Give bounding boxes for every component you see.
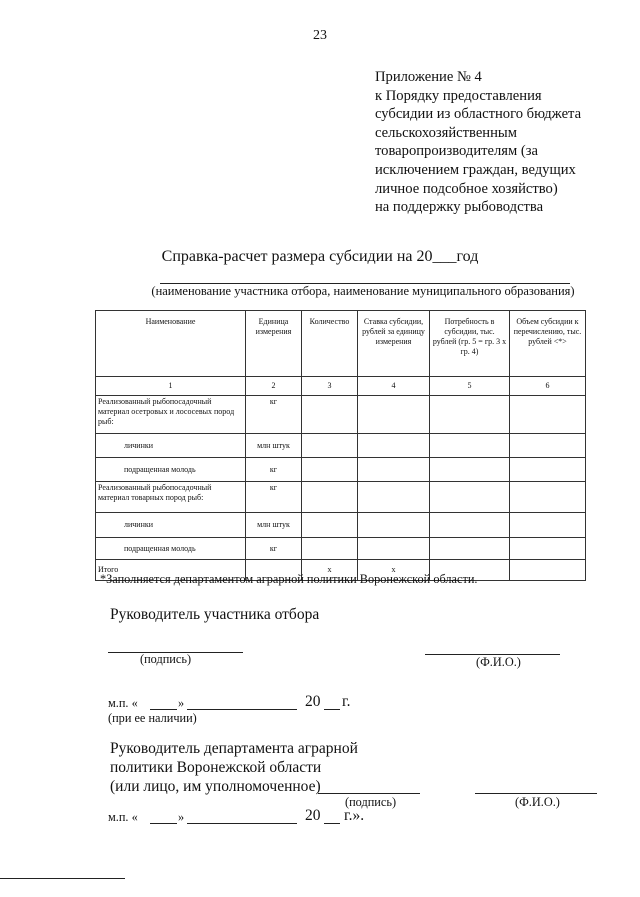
appendix-line: на поддержку рыбоводства xyxy=(375,199,544,216)
year-suffix: г. xyxy=(342,693,351,710)
row-qty xyxy=(302,482,358,513)
row-rate xyxy=(358,513,430,538)
row-volume xyxy=(510,434,586,458)
fio-caption: (Ф.И.О.) xyxy=(515,795,560,809)
appendix-line: исключением граждан, ведущих xyxy=(375,161,576,178)
year-blank xyxy=(324,823,340,824)
row-rate xyxy=(358,396,430,434)
signature-caption: (подпись) xyxy=(345,795,397,809)
row-volume xyxy=(510,513,586,538)
section2-heading-line: (или лицо, им уполномоченное) xyxy=(110,778,321,795)
row-unit: млн штук xyxy=(246,434,302,458)
section2-heading-line: Руководитель департамента аграрной xyxy=(110,740,358,757)
document-title: Справка-расчет размера субсидии на 20___год xyxy=(161,248,479,265)
row-name: подращенная молодь xyxy=(96,538,246,560)
mp-prefix: м.п. « xyxy=(108,696,138,710)
row-qty xyxy=(302,434,358,458)
column-number: 2 xyxy=(246,377,302,396)
row-rate xyxy=(358,458,430,482)
appendix-line: сельскохозяйственным xyxy=(375,124,517,141)
row-rate xyxy=(358,434,430,458)
row-name: Реализованный рыбопосадочный материал товарных пород рыб: xyxy=(96,482,246,513)
row-need xyxy=(430,396,510,434)
table-row xyxy=(96,513,586,538)
row-volume xyxy=(510,458,586,482)
row-unit: кг xyxy=(246,538,302,560)
appendix-line: товаропроизводителям (за xyxy=(375,143,538,160)
row-volume xyxy=(510,482,586,513)
row-name: личинки xyxy=(96,434,246,458)
row-rate xyxy=(358,538,430,560)
signature-line xyxy=(318,793,420,794)
mp-mid: » xyxy=(178,810,185,824)
section1-heading: Руководитель участника отбора xyxy=(110,606,320,623)
row-need xyxy=(430,458,510,482)
row-need xyxy=(430,434,510,458)
column-number: 5 xyxy=(430,377,510,396)
fio-line xyxy=(475,793,597,794)
name-caption: (наименование участника отбора, наименование муниципального образования) xyxy=(151,284,575,298)
table-row xyxy=(96,396,586,434)
column-number: 6 xyxy=(510,377,586,396)
table-row xyxy=(96,458,586,482)
appendix-line: Приложение № 4 xyxy=(375,69,482,85)
row-name: подращенная молодь xyxy=(96,458,246,482)
column-number: 3 xyxy=(302,377,358,396)
table-row xyxy=(96,482,586,513)
row-qty xyxy=(302,396,358,434)
header-cell: Единица измерения xyxy=(246,311,302,377)
appendix-line: личное подсобное хозяйство) xyxy=(375,180,558,197)
month-blank xyxy=(187,709,297,710)
table-row xyxy=(96,434,586,458)
row-name: личинки xyxy=(96,513,246,538)
header-cell: Количество xyxy=(302,311,358,377)
row-rate xyxy=(358,482,430,513)
calculation-table xyxy=(95,310,586,581)
day-blank xyxy=(150,823,177,824)
table-row xyxy=(96,538,586,560)
header-cell: Потребность в субсидии, тыс. рублей (гр. 5 = гр. 3 х гр. 4) xyxy=(430,311,510,377)
header-cell: Ставка субсидии, рублей за единицу измерения xyxy=(358,311,430,377)
appendix-line: к Порядку предоставления xyxy=(375,87,542,104)
row-name: Итого xyxy=(96,560,246,581)
table-header-row xyxy=(96,311,586,377)
row-qty: х xyxy=(302,560,358,581)
column-number-row xyxy=(96,377,586,396)
row-volume xyxy=(510,560,586,581)
year-suffix: г.». xyxy=(344,807,365,824)
row-qty xyxy=(302,458,358,482)
row-rate: х xyxy=(358,560,430,581)
header-cell: Объем субсидии к перечислению, тыс. рублей <*> xyxy=(510,311,586,377)
appendix-block xyxy=(375,68,581,217)
footnote: *Заполняется департаментом аграрной политики Воронежской области. xyxy=(100,572,478,586)
row-need xyxy=(430,538,510,560)
row-volume xyxy=(510,396,586,434)
row-unit: кг xyxy=(246,458,302,482)
column-number: 1 xyxy=(96,377,246,396)
fio-caption: (Ф.И.О.) xyxy=(476,655,521,669)
year-blank xyxy=(324,709,340,710)
row-need xyxy=(430,513,510,538)
section2-heading-line: политики Воронежской области xyxy=(110,759,322,776)
signature-caption: (подпись) xyxy=(140,652,192,666)
row-unit: кг xyxy=(246,396,302,434)
mp-mid: » xyxy=(178,696,185,710)
row-unit: кг xyxy=(246,482,302,513)
row-qty xyxy=(302,538,358,560)
month-blank xyxy=(187,823,297,824)
mp-prefix: м.п. « xyxy=(108,810,138,824)
row-need xyxy=(430,482,510,513)
day-blank xyxy=(150,709,177,710)
year-label: 20 xyxy=(305,807,321,824)
year-label: 20 xyxy=(305,693,321,710)
row-qty xyxy=(302,513,358,538)
row-name: Реализованный рыбопосадочный материал осетровых и лососевых пород рыб: xyxy=(96,396,246,434)
column-number: 4 xyxy=(358,377,430,396)
mp-note: (при ее наличии) xyxy=(108,711,197,725)
footer-rule xyxy=(0,878,125,879)
header-cell: Наименование xyxy=(96,311,246,377)
row-volume xyxy=(510,538,586,560)
appendix-line: субсидии из областного бюджета xyxy=(375,106,582,123)
row-unit: млн штук xyxy=(246,513,302,538)
page-number: 23 xyxy=(313,28,327,43)
